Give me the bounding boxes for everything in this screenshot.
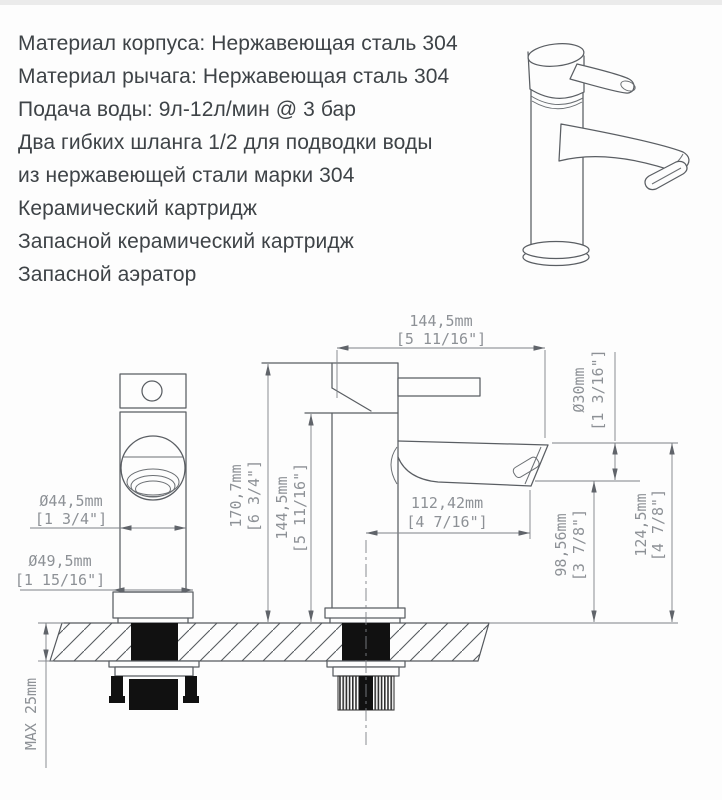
side-base [325, 608, 405, 618]
dimension-label: 144,5mm [273, 476, 291, 540]
dimension-label: 112,42mm [410, 494, 484, 512]
dimension-label: 124,5mm [632, 493, 650, 557]
left-mount-block [129, 679, 178, 710]
dimension-label: [5 11/16"] [291, 462, 309, 554]
dimension-label: Ø30mm [570, 367, 588, 413]
dimension-label: 98,56mm [552, 513, 570, 577]
dimension-label: Ø44,5mm [39, 492, 103, 510]
front-cap [120, 374, 186, 408]
dimension-label: Ø49,5mm [28, 552, 92, 570]
front-body [120, 412, 186, 592]
countertop-slab [50, 623, 489, 661]
spec-line-hoses-2: из нержавеющей стали марки 304 [18, 164, 355, 187]
dimension-label: [4 7/16"] [406, 513, 488, 531]
base-ring-upper [523, 242, 589, 259]
side-lever [398, 378, 480, 396]
spec-line-lever-material: Материал рычага: Нержавеющая сталь 304 [18, 65, 450, 88]
front-handle-hole [142, 381, 162, 401]
dimension-label: [1 3/16"] [589, 349, 607, 431]
dimension-label: [1 15/16"] [14, 571, 106, 589]
dimension-label: 170,7mm [227, 464, 245, 528]
left-bolt [111, 676, 123, 698]
dimension-label: MAX 25mm [22, 677, 40, 751]
spec-line-cartridge: Керамический картридж [18, 197, 258, 220]
dimension-label: [1 3/4"] [34, 510, 108, 528]
side-spout-bottom [398, 457, 531, 486]
dimension-label: [5 11/16"] [395, 330, 487, 348]
faucet-front-view [113, 374, 193, 623]
spec-line-flow-rate: Подача воды: 9л-12л/мин @ 3 бар [18, 98, 357, 121]
dimension-label: [4 7/8"] [649, 488, 667, 562]
dimension-label: [6 3/4"] [245, 459, 263, 533]
spec-line-body-material: Материал корпуса: Нержавеющая сталь 304 [18, 32, 458, 55]
dimension-label: 144,5mm [409, 312, 473, 330]
spec-line-hoses: Два гибких шланга 1/2 для подводки воды [18, 131, 433, 154]
front-base [113, 592, 193, 618]
dimension-label: [3 7/8"] [570, 508, 588, 582]
faucet-isometric-drawing [523, 41, 689, 265]
spec-line-spare-cartridge: Запасной керамический картридж [18, 230, 354, 253]
countertop-section [50, 540, 489, 746]
left-faucet-shank [131, 623, 178, 661]
side-spout-top [398, 441, 548, 445]
left-bolt-2 [185, 676, 197, 698]
spec-line-spare-aerator: Запасной аэратор [18, 263, 197, 286]
front-spout-circle [121, 436, 185, 500]
left-flange [109, 661, 199, 667]
